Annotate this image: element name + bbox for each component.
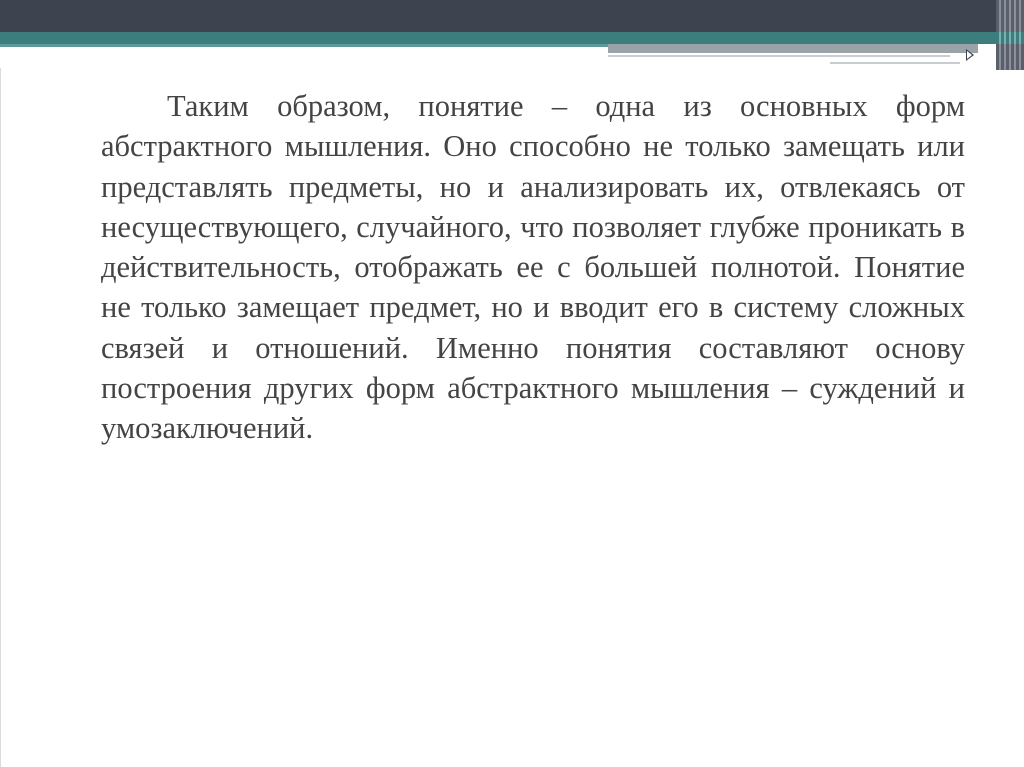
header-teal-line <box>0 44 608 47</box>
header-grey-stripe <box>608 44 978 53</box>
header-light-stripe-short <box>830 62 960 64</box>
header-dark-band <box>0 0 1024 32</box>
slide-body-text: Таким образом, понятие – одна из основных форм абстрактного мышления. Оно способно не только замещать или представлять предметы, но и анализировать их, отвлекаясь от несуществующего, случайного, что позволяет глубже проникать в действительность, отображать ее с большей полнотой. Понятие не только замещает предмет, но и вводит его в систему сложных связей и отношений. Именно понятия составляют основу построения других форм абстрактного мышления – суждений и умозаключений. <box>101 89 965 446</box>
header-right-bars-teal <box>996 32 1024 44</box>
header-teal-band <box>0 32 1024 44</box>
header-light-stripe <box>608 55 950 57</box>
triangle-right-icon <box>966 49 974 61</box>
